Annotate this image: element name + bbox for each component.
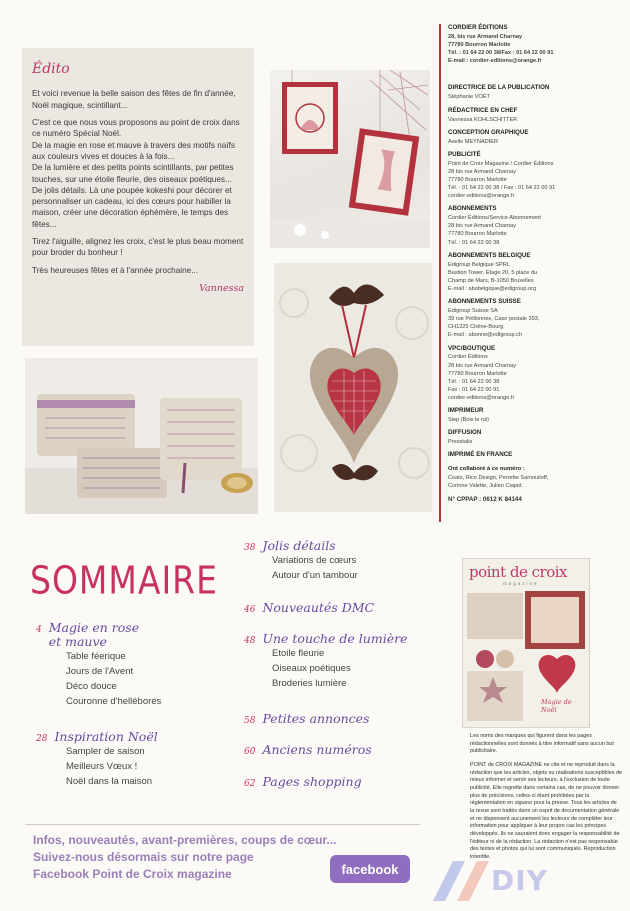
hanging-heart-illustration [274,263,432,512]
toc-section [244,539,358,583]
toc-item: Autour d'un tambour [272,570,358,581]
toc-section-title: Jolis détails [262,538,336,553]
watermark-logo [423,856,623,906]
magazine-cover-text: Magie de Noël [541,698,572,714]
banner-line: Facebook Point de Croix magazine [33,867,232,882]
magazine-cover[interactable] [462,558,590,728]
colophon-line: cordier-editions@orange.fr [448,395,515,402]
colophon-heading: PUBLICITÉ [448,150,481,158]
toc-item: Etoile fleurie [272,648,325,659]
colophon-line: Corinne Valette, Julien Ciapot. [448,482,524,489]
toc-section [244,743,372,757]
colophon-block [448,465,624,490]
toc-item: Couronne d'hellébores [66,695,162,707]
colophon-line: Bastion Tower, Étage 20, 5 place du [448,269,538,276]
toc-page-number: 48 [244,636,256,646]
magazine-subtitle: magazine [503,581,539,586]
toc-item: Oiseaux poétiques [272,663,351,674]
toc-item: Table féerique [66,650,126,662]
colophon-block [448,129,624,146]
colophon-line: Cordier Éditions [448,354,488,361]
colophon-line: Stéphanie VOËT [448,94,490,101]
colophon-line: Edigroup Belgique SPRL [448,261,510,268]
colophon-line: E-mail : abobelgique@edigroup.org [448,285,537,292]
toc-page-number: 62 [244,779,256,789]
christmas-cards-illustration [270,70,430,248]
toc-item: Variations de cœurs [272,555,357,566]
toc-page-number: 60 [244,747,256,757]
edito-paragraph: Et voici revenue la belle saison des fêtes de fin d'année, Noël magique, scintillant... [32,89,236,110]
toc-section-title: Inspiration Noël [54,729,158,744]
colophon-heading: CONCEPTION GRAPHIQUE [448,128,529,136]
toc-page-number: 58 [244,716,256,726]
colophon-line: 77780 Bourron Marlotte [448,176,507,183]
colophon-line: Point de Croix Magazine / Cordier Éditions [448,160,554,167]
colophon-block [448,205,624,246]
edito-signature: Vannessa [199,283,244,294]
colophon-block [448,345,624,403]
magazine-logo: point de croix [469,563,567,581]
edito-paragraph: C'est ce que nous vous proposons au point de croix dans ce numéro Spécial Noël. De la magie en rose et mauve à travers des motifs naïfs aux couleurs vives et douces à la fois... De la lumière et des petits points scintillants, par petites touches, sur une étoile fleurie, des oiseaux poétiques... De jolis détails. Là une poupée kokeshi pour décorer et personnaliser un cadeau, ici des cœurs pour habiller la maison, créer une décoration éphémère, le temps des fêtes... [32,117,240,229]
legal-paragraph: POINT de CROIX MAGAZINE ne cite et ne reproduit dans la rédaction que les articles, objets ou réalisations susceptibles de mieux informer et servir ses lecteurs, à l'exclusion de toute publicité. Elle regrette dans certains cas, de ne pouvoir donner plus de précisions, celles-ci étant prohibées par la réglementation en vigueur pour la presse. Tous les articles de la revue sont traités dans un esprit de documentation générale et ne dispensent aucunement les lecteurs de compléter leur information pour appliquer à leur propre cas les principes développés. Ils ne sauraient donc engager la responsabilité de l'éditeur ni de la rédaction. La rédaction n'est pas responsable des textes et photos qui lui sont communiqués. Reproduction interdite. [470,762,622,861]
pouches-illustration [25,358,258,514]
toc-section [244,712,369,726]
colophon-heading: VPC/BOUTIQUE [448,344,496,352]
colophon-line: 39 rue Peillonnex, Case postale 393, [448,316,540,323]
photo-christmas-cards [270,70,430,248]
colophon-line: 77780 Bourron Marlotte [448,231,507,238]
facebook-button[interactable]: facebook [330,855,410,883]
colophon-line: 28 bis rue Armand Charnay [448,168,517,175]
photo-hanging-heart [274,263,432,512]
legal-notice [470,733,622,868]
cppap-number: N° CPPAP : 0612 K 84144 [448,495,522,503]
toc-section [244,775,362,789]
colophon-line: 28 bis rue Armand Charnay [448,223,517,230]
toc-section [244,601,374,615]
colophon-heading: DIRECTRICE DE LA PUBLICATION [448,84,550,92]
watermark-icon [423,856,493,906]
colophon-line: CH1225 Chêne-Bourg [448,324,504,331]
colophon-block [448,151,624,201]
publisher-line: 28, bis rue Armand Charnay [448,33,523,40]
toc-section [36,730,158,789]
toc-page-number: 28 [36,734,48,744]
toc-section-title: Nouveautés DMC [262,600,375,615]
colophon-block [448,407,624,424]
photo-pouches [25,358,258,514]
colophon-block [448,298,624,339]
toc-item: Broderies lumière [272,678,347,689]
colophon-heading: ABONNEMENTS BELGIQUE [448,251,531,259]
colophon-line: cordier-editions@orange.fr [448,193,515,200]
toc-item: Noël dans la maison [66,776,153,787]
toc-section-title: Pages shopping [262,774,362,789]
toc-page-number: 46 [244,605,256,615]
colophon-block [448,429,624,446]
publisher-line: Tél. : 01 64 22 00 38/Fax : 01 64 22 00 91 [448,50,554,57]
edito-paragraph: Tirez l'aiguille, alignez les croix, c'est le plus beau moment pour broder du bonheur ! [32,237,244,258]
colophon-rule [439,24,441,522]
toc-section-title: Anciens numéros [262,742,372,757]
edito-title: Édito [32,61,70,77]
toc-item: Jours de l'Avent [66,665,134,677]
sommaire-title: SOMMAIRE [30,558,218,603]
publisher-name: CORDIER ÉDITIONS [448,24,508,31]
banner-line: Infos, nouveautés, avant-premières, coups de cœur... [33,833,337,847]
toc-section-title: Magie en rose et mauve [48,620,140,649]
colophon-heading: IMPRIMÉ EN FRANCE [448,451,513,459]
colophon-heading: ABONNEMENTS SUISSE [448,298,521,306]
colophon-blocks [448,84,624,490]
colophon-heading: RÉDACTRICE EN CHEF [448,106,518,114]
colophon-line: Coats, Rico Design, Perrette Samouiloff, [448,474,549,481]
toc-item: Sampler de saison [66,746,145,757]
facebook-banner [33,832,336,883]
toc-item: Déco douce [66,680,117,692]
colophon-line: Tél. : 01 64 22 00 38 [448,239,500,246]
colophon-line: Champ de Mars, B-1050 Bruxelles [448,277,534,284]
divider [25,824,420,825]
colophon-block [448,252,624,293]
colophon-line: Tél. : 01 64 22 00 38 / Fax : 01 64 22 00 91 [448,185,556,192]
colophon-line: 28 bis rue Armand Charnay [448,362,517,369]
toc-page-number: 4 [36,625,42,635]
colophon-heading: DIFFUSION [448,429,482,437]
banner-line: Suivez-nous désormais sur notre page [33,850,254,865]
colophon-line: E-mail : abonne@edigroup.ch [448,332,523,339]
toc-section [36,621,161,709]
toc-section [244,632,407,691]
colophon-block [448,84,624,101]
publisher-block [448,24,624,65]
toc-page-number: 38 [244,543,256,553]
colophon-line: Fax : 01 64 22 00 91 [448,386,500,393]
colophon-block [448,451,624,460]
colophon-line: Tél. : 01 64 22 00 38 [448,378,500,385]
colophon-line: Axelle MEYNADIER [448,138,499,145]
toc-items [272,553,358,583]
colophon-line: Siep (Bois le roi) [448,417,490,424]
publisher-line: 77780 Bourron Marlotte [448,42,511,49]
edito-box [22,48,254,346]
colophon-heading: IMPRIMEUR [448,407,484,415]
edito-paragraph: Très heureuses fêtes et à l'année prochaine... [32,265,199,275]
toc-section-title: Petites annonces [262,711,370,726]
colophon [448,24,624,505]
toc-section-title: Une touche de lumière [262,631,408,646]
legal-paragraph: Les noms des marques qui figurent dans les pages rédactionnelles sont donnés à titre informatif sans aucun but publicitaire. [470,733,614,755]
colophon-heading: Ont collaboré à ce numéro : [448,466,525,473]
colophon-line: Vannessa KOHLSCHITTER [448,116,518,123]
colophon-line: Cordier Éditions/Service Abonnement [448,215,541,222]
colophon-line: 77780 Bourron Marlotte [448,370,507,377]
toc-items [66,744,158,789]
colophon-line: Presstalis [448,439,473,446]
publisher-email: E-mail : cordier-editions@orange.fr [448,58,542,65]
colophon-line: Edigroup Suisse SA [448,308,498,315]
colophon-block [448,107,624,124]
toc-items [272,646,407,691]
watermark-text: DIY [491,864,548,897]
toc-item: Meilleurs Vœux ! [66,761,138,772]
colophon-heading: ABONNEMENTS [448,205,497,213]
toc-items [66,649,161,709]
